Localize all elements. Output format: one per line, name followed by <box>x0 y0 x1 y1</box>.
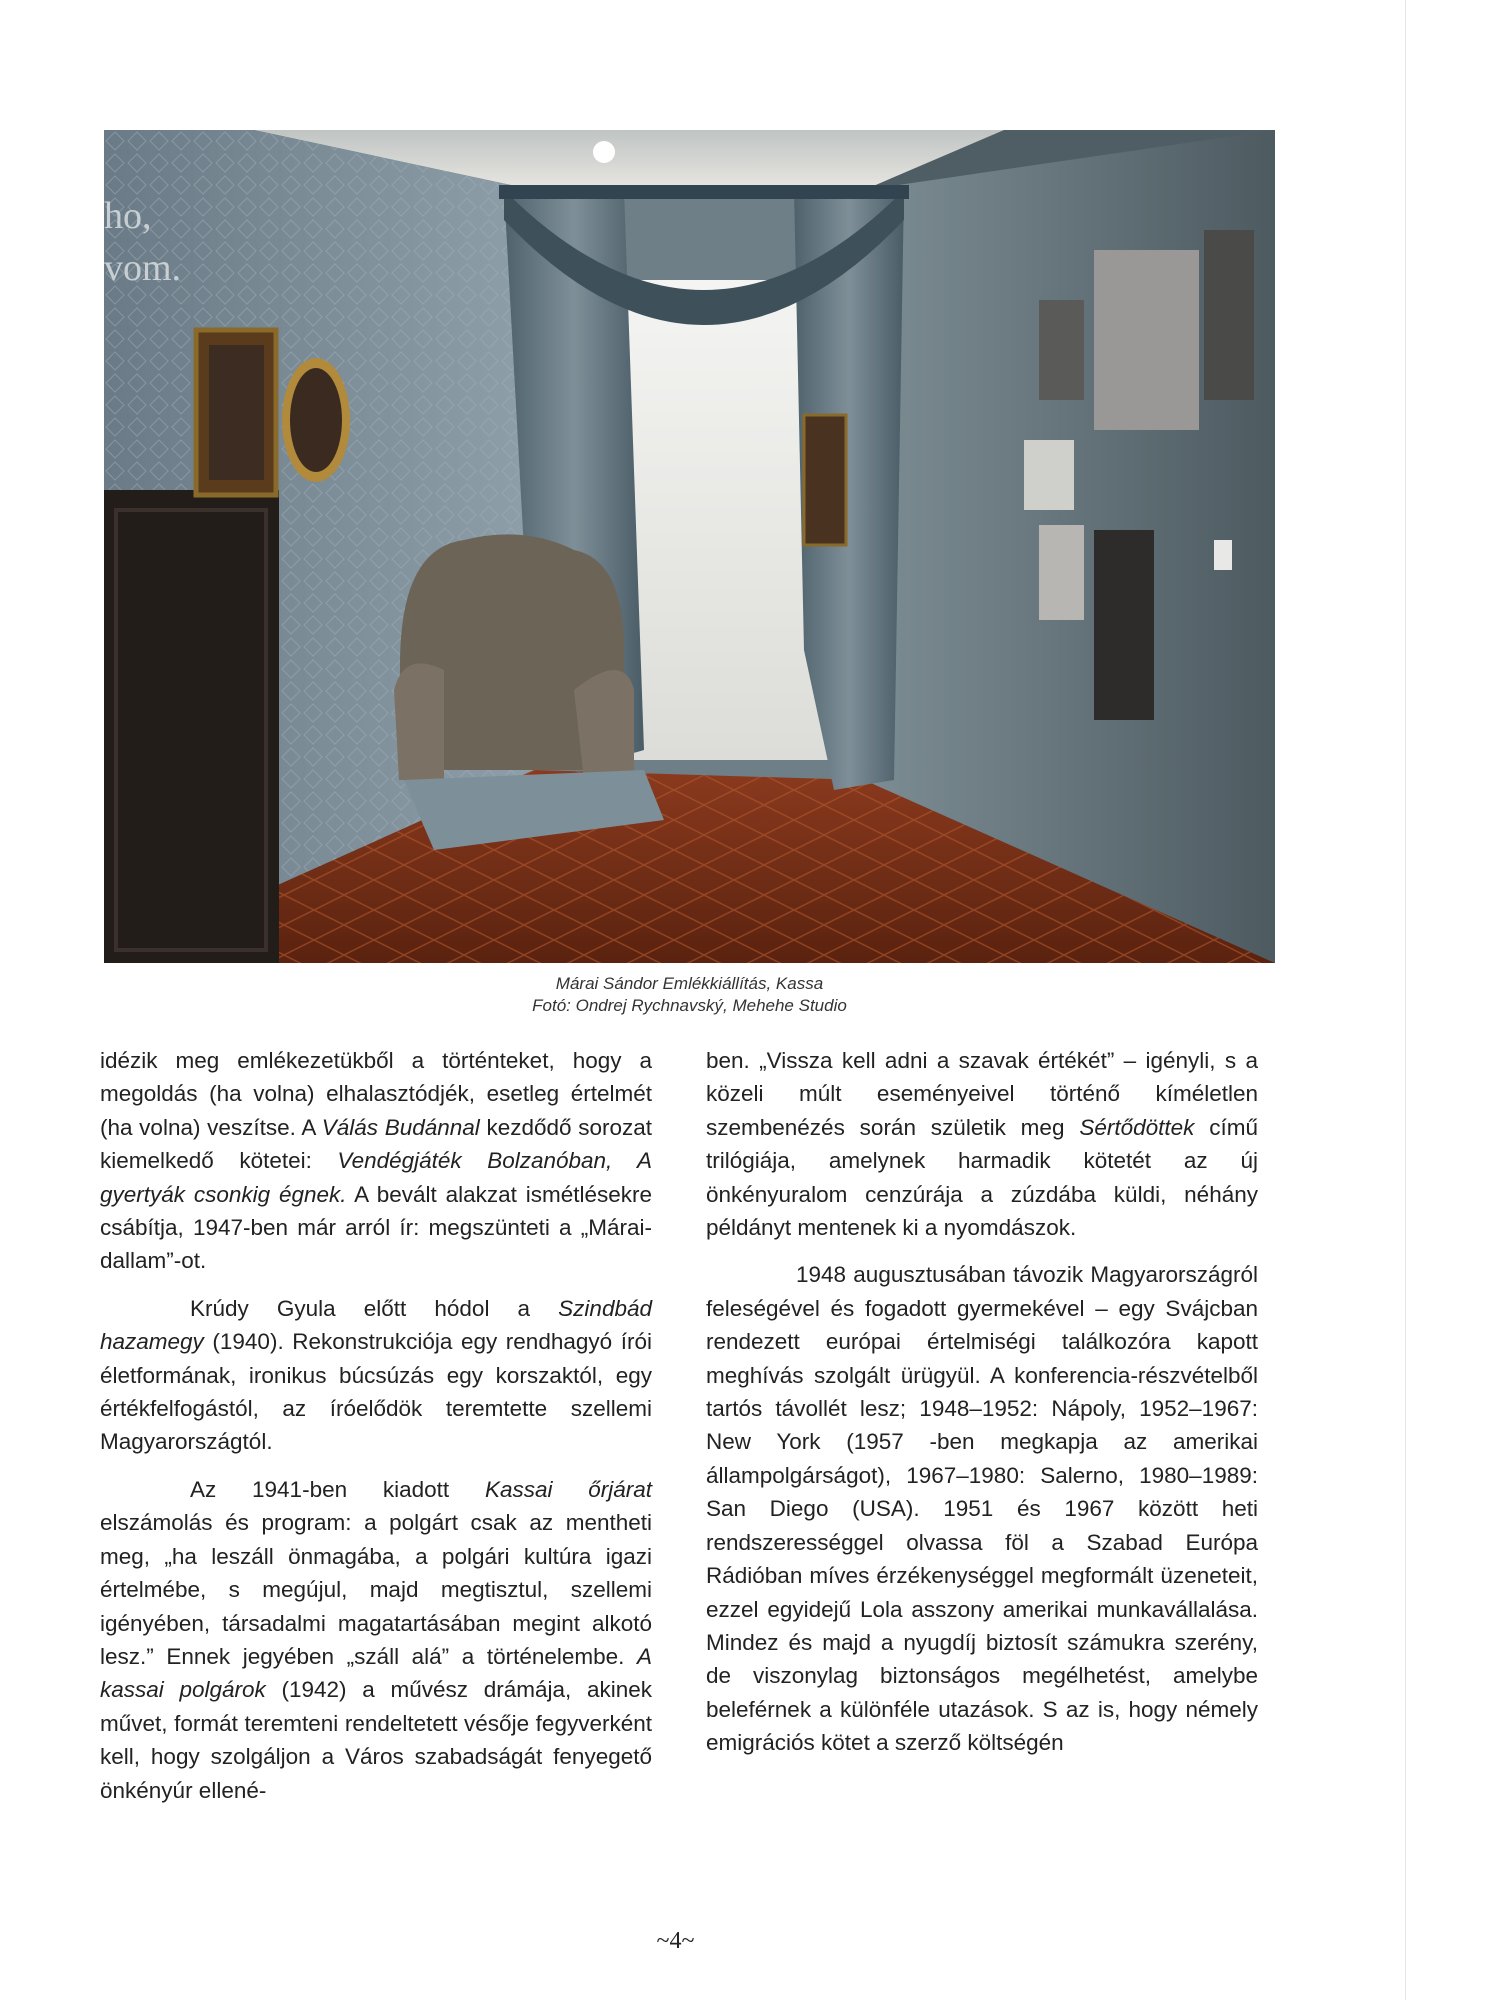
text-run: Az 1941-ben kiadott <box>190 1476 485 1502</box>
exhibition-room-photo <box>104 130 1275 963</box>
text-run: idézik meg emlékezetükből a történteket, hogy a megoldás (ha volna) elhalasztódjék, esetleg értelmét (ha volna) veszítse. A <box>100 1048 652 1140</box>
caption-credit: Fotó: Ondrej Rychnavský, Mehehe Studio <box>532 996 847 1015</box>
caption-title: Márai Sándor Emlékkiállítás, Kassa <box>555 974 824 993</box>
text-run: elszámolás és program: a polgárt csak az mentheti meg, „ha leszáll önmagába, a polgári kultúra igazi értelmébe, s megújul, majd megtisztul, szellemi igényében, társadalmi magatartásában megint alkotó lesz.” Ennek jegyében „száll alá” a történelembe. <box>100 1510 652 1669</box>
text-run: (1942) a művész drámája, akinek művet, formát teremteni rendeltetett vésője fegyverként kell, hogy szolgáljon a Város szabadságát fenyegető önkényúr ellené- <box>100 1677 652 1803</box>
right-column <box>706 1044 1258 1760</box>
text-run: ben. „Vissza kell adni a szavak értékét” – igényli, s a közeli múlt eseményeivel történő kíméletlen szembenézés során születik meg <box>706 1048 1258 1140</box>
wall-inscription-line: vom. <box>104 247 182 289</box>
text-run: (1940). Rekonstrukciója egy rendhagyó írói életformának, ironikus búcsúzás egy korszaktól, egy értékfelfogástól, az íróelődök teremtette szellemi Magyarországtól. <box>100 1329 652 1455</box>
italic-title: Sértődöttek <box>1079 1114 1195 1140</box>
italic-title: Válás Budánnal <box>321 1114 480 1140</box>
paragraph <box>100 1044 652 1278</box>
page-edge-line <box>1405 0 1406 2000</box>
left-column <box>100 1044 652 1807</box>
wall-inscription-line: ho, <box>104 195 152 237</box>
paragraph <box>706 1044 1258 1244</box>
text-run: Krúdy Gyula előtt hódol a <box>190 1295 559 1321</box>
photo-drawing <box>104 130 1275 963</box>
paragraph <box>100 1473 652 1807</box>
text-run: A bevált alakzat ismétlésekre csábítja, 1947-ben már arról ír: megszünteti a „Márai-dallam”-ot. <box>100 1181 652 1274</box>
italic-title: Kassai őrjárat <box>484 1476 653 1502</box>
text-run: című trilógiája, amelynek harmadik kötetét az új önkényuralom cenzúrája a zúzdába küldi, néhány példányt mentenek ki a nyomdászok. <box>706 1114 1258 1241</box>
paragraph <box>706 1258 1258 1759</box>
photo-caption <box>104 973 1275 1017</box>
page-number: ~4~ <box>656 1928 695 1954</box>
italic-title: Vendégjáték Bolzanóban, A gyertyák csonkig égnek. <box>100 1148 652 1207</box>
wall-inscription <box>104 190 181 294</box>
text-run: 1948 augusztusában távozik Magyarországról feleségével és fogadott gyermekével – egy Svájcban rendezett európai értelmiségi találkozóra kapott meghívás szolgált ürügyül. A konferencia-részvételből tartós távollét lesz; 1948–1952: Nápoly, 1952–1967: New York (1957 -ben megkapja az amerikai állampolgárságot), 1967–1980: Salerno, 1980–1989: San Diego (USA). 1951 és 1967 között heti rendszerességgel olvassa föl a Szabad Európa Rádióban míves érzékenységgel megformált üzeneteit, ezzel egyidejű Lola asszony amerikai munkavállalása. Mindez és majd a nyugdíj biztosít számukra szerény, de viszonylag biztonságos megélhetést, amelybe beleférnek a különféle utazások. S az is, hogy némely emigrációs kötet a szerző költségén <box>706 1262 1258 1756</box>
text-run: kezdődő sorozat kiemelkedő kötetei: <box>100 1114 652 1174</box>
paragraph <box>100 1292 652 1459</box>
italic-title: A kassai polgárok <box>100 1643 652 1703</box>
italic-title: Szindbád hazamegy <box>100 1295 652 1355</box>
